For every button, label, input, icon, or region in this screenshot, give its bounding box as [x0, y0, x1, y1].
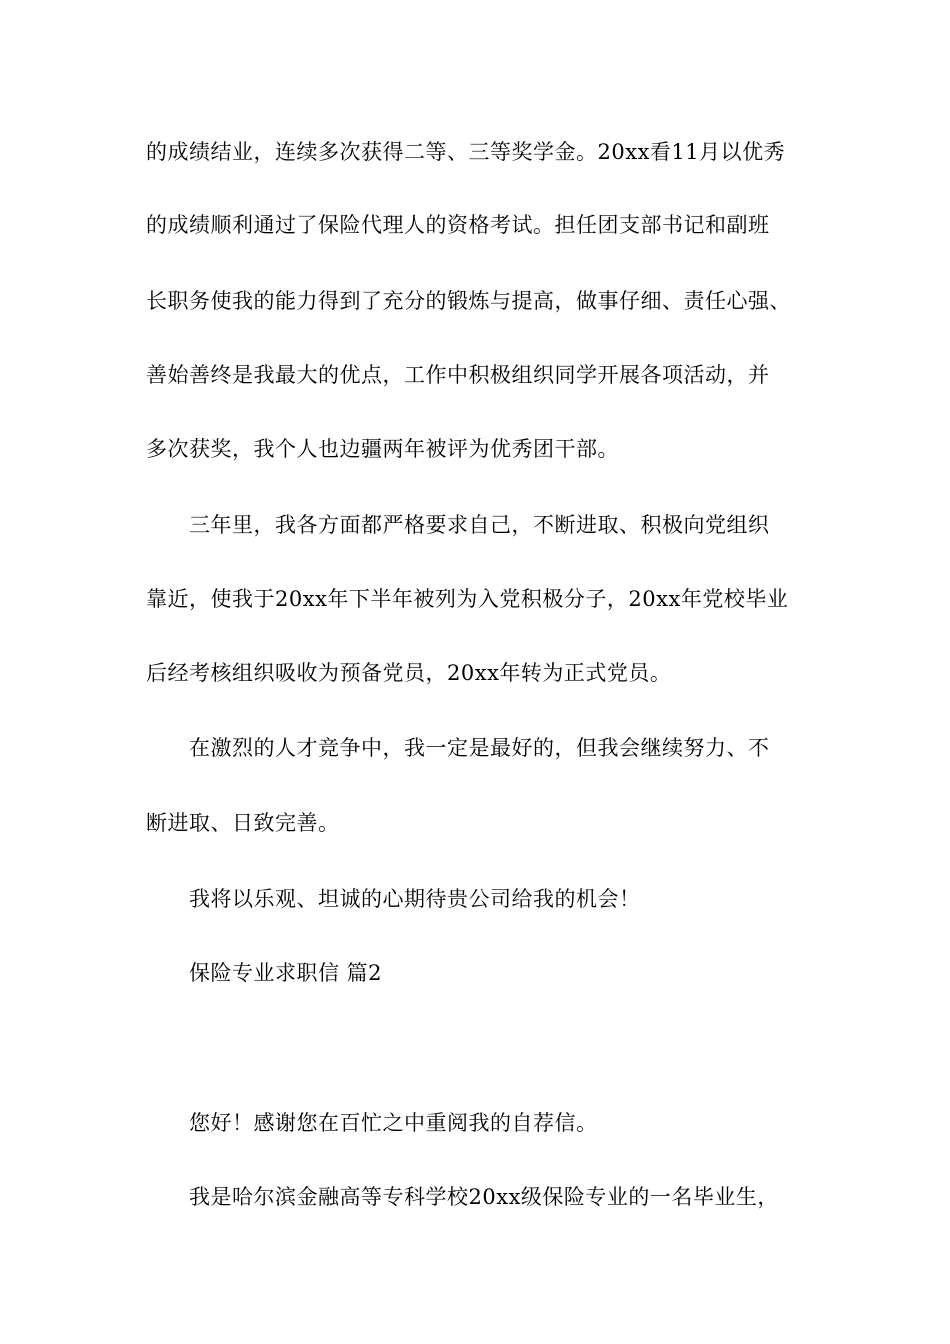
- paragraph-line: 靠近，使我于20xx年下半年被列为入党积极分子，20xx年党校毕业: [146, 587, 789, 611]
- paragraph-line: 的成绩顺利通过了保险代理人的资格考试。担任团支部书记和副班: [146, 213, 770, 237]
- paragraph-line: 的成绩结业，连续多次获得二等、三等奖学金。20xx看11月以优秀: [146, 140, 786, 164]
- paragraph-line: 我将以乐观、坦诚的心期待贵公司给我的机会！: [189, 887, 641, 911]
- paragraph-line: 后经考核组织吸收为预备党员，20xx年转为正式党员。: [146, 661, 672, 685]
- paragraph-line: 在激烈的人才竞争中，我一定是最好的，但我会继续努力、不: [189, 736, 770, 760]
- paragraph-line: 长职务使我的能力得到了充分的锻炼与提高，做事仔细、责任心强、: [146, 289, 791, 313]
- paragraph-line: 我是哈尔滨金融高等专科学校20xx级保险专业的一名毕业生，: [189, 1185, 779, 1209]
- paragraph-line: 三年里，我各方面都严格要求自己，不断进取、积极向党组织: [189, 513, 770, 537]
- section-heading: 保险专业求职信 篇2: [189, 961, 383, 985]
- paragraph-line: 断进取、日致完善。: [146, 811, 340, 835]
- paragraph-line: 善始善终是我最大的优点，工作中积极组织同学开展各项活动，并: [146, 363, 770, 387]
- paragraph-line: 您好！感谢您在百忙之中重阅我的自荐信。: [189, 1111, 598, 1135]
- paragraph-line: 多次获奖，我个人也边疆两年被评为优秀团干部。: [146, 437, 619, 461]
